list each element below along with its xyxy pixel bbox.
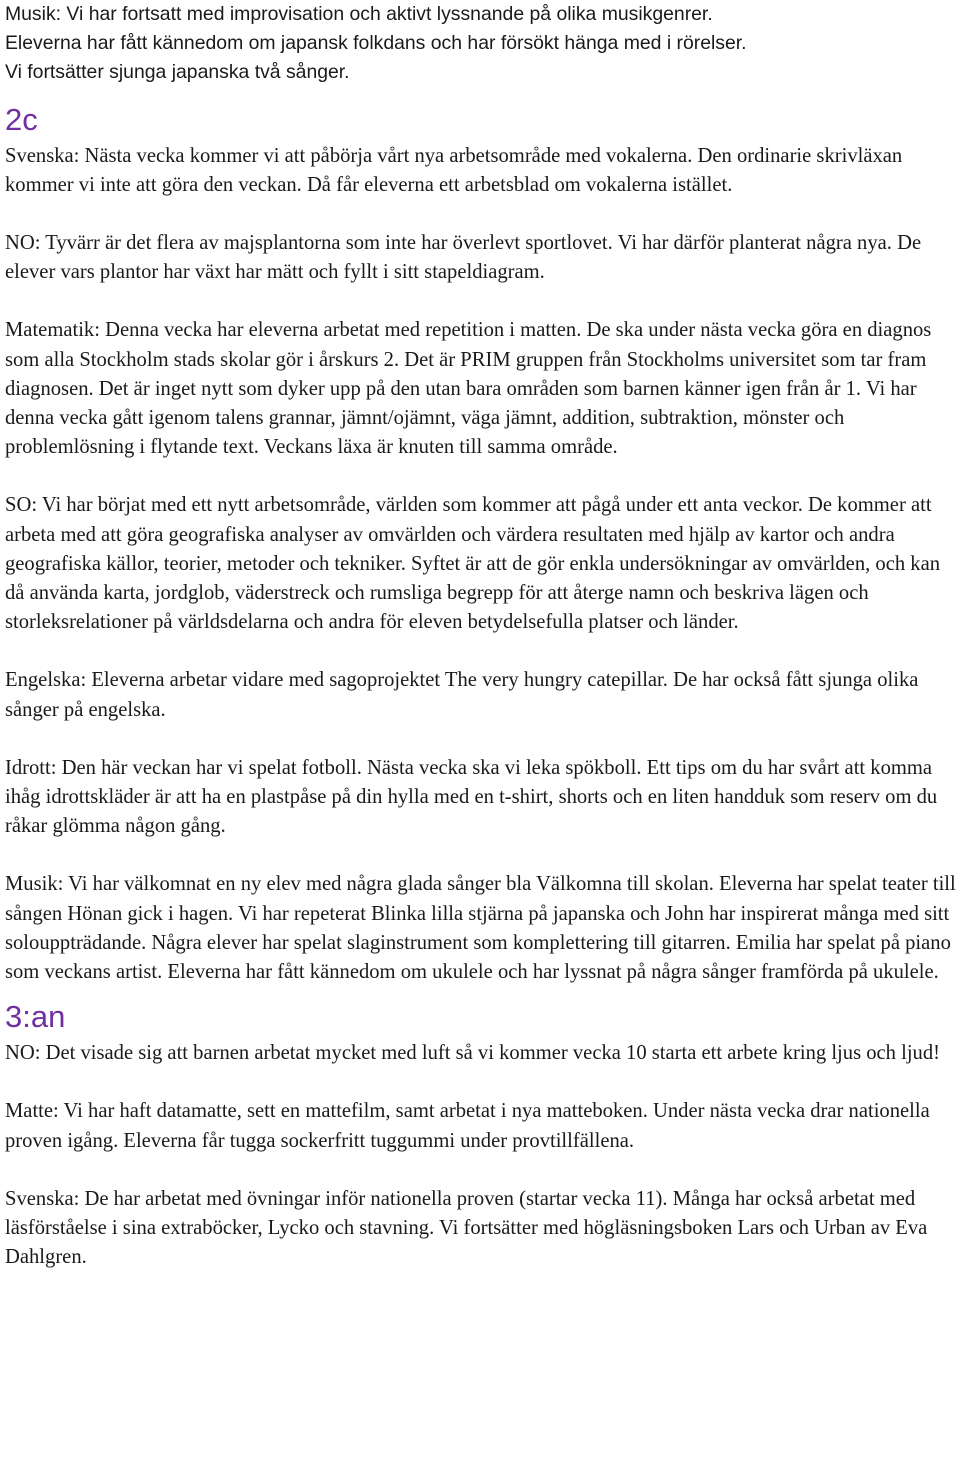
paragraph-spacer bbox=[5, 287, 960, 316]
paragraph-spacer bbox=[5, 637, 960, 666]
intro-musik-line-3: Vi fortsätter sjunga japanska två sånger. bbox=[5, 61, 350, 84]
paragraph-spacer bbox=[5, 841, 960, 870]
paragraph-3an-matte: Matte: Vi har haft datamatte, sett en mattefilm, samt arbetat i nya matteboken. Under nästa vecka drar nationella proven igång. Eleverna får tugga sockerfritt tuggummi under provtillfällena. bbox=[5, 1100, 930, 1152]
paragraph-spacer bbox=[5, 1156, 960, 1185]
paragraph-2c-svenska: Svenska: Nästa vecka kommer vi att påbörja vårt nya arbetsområde med vokalerna. Den ordinarie skrivläxan kommer vi inte att göra den veckan. Då får eleverna ett arbetsblad om vokalerna istället. bbox=[5, 144, 903, 196]
paragraph-spacer bbox=[5, 200, 960, 229]
paragraph-spacer bbox=[5, 462, 960, 491]
heading-2c: 2c bbox=[5, 101, 38, 137]
paragraph-2c-no: NO: Tyvärr är det flera av majsplantorna som inte har överlevt sportlovet. Vi har därför planterat några nya. De elever vars plantor har växt har mätt och fyllt i sitt stapeldiagram. bbox=[5, 232, 922, 284]
weekly-letter-page bbox=[5, 0, 960, 1273]
paragraph-2c-so: SO: Vi har börjat med ett nytt arbetsområde, världen som kommer att pågå under ett anta veckor. De kommer att arbeta med att göra geografiska analyser av omvärlden och värdera resultaten med hjälp av kartor och andra geografiska källor, teorier, metoder och tekniker. Syftet är att de gör enkla undersökningar av omvärlden, och kan då använda karta, jordglob, väderstreck och rumsliga begrepp för att återge namn och beskriva lägen och storleksrelationer på världsdelarna och andra för eleven betydelsefulla platser och länder. bbox=[5, 494, 941, 634]
paragraph-2c-matematik: Matematik: Denna vecka har eleverna arbetat med repetition i matten. De ska under nästa vecka göra en diagnos som alla Stockholm stads skolar gör i årskurs 2. Det är PRIM gruppen från Stockholms universitet som tar fram diagnosen. Det är inget nytt som dyker upp på den utan bara områden som barnen känner igen från år 1. Vi har denna vecka gått igenom talens grannar, jämnt/ojämnt, väga jämnt, addition, subtraktion, mönster och problemlösning i flytande text. Veckans läxa är knuten till samma område. bbox=[5, 319, 932, 459]
intro-musik-line-1: Musik: Vi har fortsatt med improvisation och aktivt lyssnande på olika musikgenrer. bbox=[5, 3, 713, 25]
paragraph-3an-svenska: Svenska: De har arbetat med övningar inför nationella proven (startar vecka 11). Många har också arbetat med läsförståelse i sina extraböcker, Lycko och stavning. Vi fortsätter med högläsningsboken Lars och Urban av Eva Dahlgren. bbox=[5, 1187, 928, 1269]
paragraph-3an-no: NO: Det visade sig att barnen arbetat mycket med luft så vi kommer vecka 10 starta ett arbete kring ljus och ljud! bbox=[5, 1042, 941, 1065]
heading-3an: 3:an bbox=[5, 999, 66, 1035]
paragraph-2c-engelska: Engelska: Eleverna arbetar vidare med sagoprojektet The very hungry catepillar. De har också fått sjunga olika sånger på engelska. bbox=[5, 669, 919, 721]
paragraph-spacer bbox=[5, 725, 960, 754]
paragraph-2c-idrott: Idrott: Den här veckan har vi spelat fotboll. Nästa vecka ska vi leka spökboll. Ett tips om du har svårt att komma ihåg idrottskläder är att ha en plastpåse på din hylla med en t-shirt, shorts och en liten handduk som reserv om du råkar glömma någon gång. bbox=[5, 756, 938, 838]
intro-musik-line-2: Eleverna har fått kännedom om japansk folkdans och har försökt hänga med i rörelser. bbox=[5, 32, 747, 55]
paragraph-2c-musik: Musik: Vi har välkomnat en ny elev med några glada sånger bla Välkomna till skolan. Eleverna har spelat teater till sången Hönan gick i hagen. Vi har repeterat Blinka lilla stjärna på japanska och John har inspirerat många med sitt solouppträdande. Några elever har spelat slaginstrument som komplettering till gitarren. Emilia har spelat på piano som veckans artist. Eleverna har fått kännedom om ukulele och har lyssnat på några sånger framförda på ukulele. bbox=[5, 873, 956, 984]
paragraph-spacer bbox=[5, 1068, 960, 1097]
